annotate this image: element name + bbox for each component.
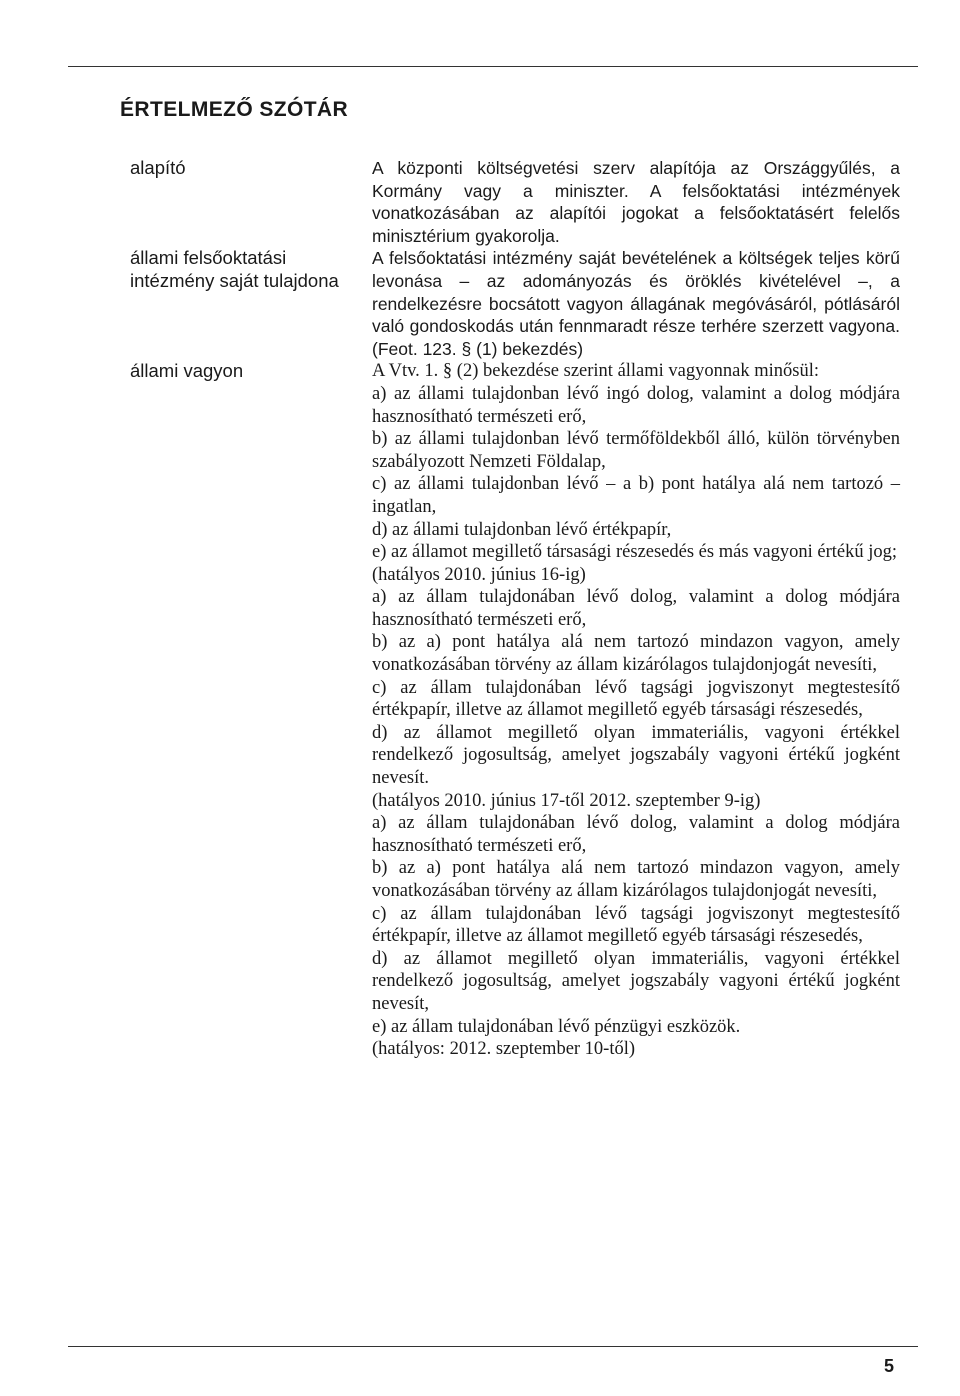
definition-list-item: b) az a) pont hatálya alá nem tartozó mindazon vagyon, amely vonatkozásában törvény az állam kizárólagos tulajdonjogát nevesíti, bbox=[372, 858, 900, 901]
glossary-entry bbox=[130, 247, 900, 360]
definition-list-item: d) az állami tulajdonban lévő értékpapír, bbox=[372, 519, 672, 540]
glossary-term: állami vagyon bbox=[130, 360, 244, 382]
definition-list-item: a) az állam tulajdonában lévő dolog, valamint a dolog módjára hasznosítható természeti erő, bbox=[372, 587, 900, 630]
definition-list-item: c) az állami tulajdonban lévő – a b) pont hatálya alá nem tartozó – ingatlan, bbox=[372, 474, 900, 517]
definition-list-item: c) az állam tulajdonában lévő tagsági jogviszonyt megtestesítő értékpapír, illetve az államot megillető egyéb társasági részesedés, bbox=[372, 677, 900, 721]
definition-list-item: d) az államot megillető olyan immateriális, vagyoni értékkel rendelkező jogosultság, amelyet jogszabály vagyoni értékű jogként nevesít, bbox=[372, 948, 900, 1014]
glossary-definition bbox=[372, 360, 900, 1060]
definition-list-item: b) az állami tulajdonban lévő termőföldekből álló, külön törvényben szabályozott Nemzeti Földalap, bbox=[372, 429, 900, 472]
definition-intro: A Vtv. 1. § (2) bekezdése szerint állami vagyonnak minősül: bbox=[372, 361, 819, 382]
glossary-entry bbox=[130, 360, 900, 1060]
definition-list-item: c) az állam tulajdonában lévő tagsági jogviszonyt megtestesítő értékpapír, illetve az államot megillető egyéb társasági részesedés, bbox=[372, 903, 900, 947]
definition-list-item: a) az állam tulajdonában lévő dolog, valamint a dolog módjára hasznosítható természeti erő, bbox=[372, 813, 900, 856]
validity-note: (hatályos 2010. június 17-től 2012. szeptember 9-ig) bbox=[372, 790, 761, 811]
footer-rule bbox=[68, 1346, 918, 1347]
page-number: 5 bbox=[883, 1356, 894, 1376]
glossary-entry bbox=[130, 157, 900, 247]
glossary bbox=[130, 157, 900, 1061]
definition-list-item: d) az államot megillető olyan immateriális, vagyoni értékkel rendelkező jogosultság, amelyet jogszabály vagyoni értékű jogként nevesít. bbox=[372, 722, 900, 789]
definition-text: A felsőoktatási intézmény saját bevételének a költségek teljes körű levonása – az adományozás és öröklés kivételével –, a rendelkezésre bocsátott vagyon állagának megóvásáról, pótlásáról való gondoskodás után fennmaradt része terhére szerzett vagyona. (Feot. 123. § (1) bekezdés) bbox=[372, 248, 900, 359]
definition-text: A központi költségvetési szerv alapítója az Országgyűlés, a Kormány vagy a miniszter. A felsőoktatási intézmények vonatkozásában az alapítói jogokat a felsőoktatásért felelős minisztérium gyakorolja. bbox=[372, 158, 900, 246]
page-title: ÉRTELMEZŐ SZÓTÁR bbox=[120, 98, 349, 121]
definition-list-item: e) az állam tulajdonában lévő pénzügyi eszközök. bbox=[372, 1016, 741, 1037]
header-rule bbox=[68, 66, 918, 67]
definition-list-item: a) az állami tulajdonban lévő ingó dolog, valamint a dolog módjára hasznosítható természeti erő, bbox=[372, 383, 900, 427]
validity-note: (hatályos 2010. június 16-ig) bbox=[372, 564, 586, 585]
definition-list-item: e) az államot megillető társasági részesedés és más vagyoni értékű jog; bbox=[372, 542, 898, 563]
glossary-term: állami felsőoktatási intézmény saját tulajdona bbox=[130, 247, 339, 291]
glossary-definition bbox=[372, 247, 900, 360]
glossary-term: alapító bbox=[130, 157, 186, 178]
glossary-definition bbox=[372, 157, 900, 247]
definition-list-item: b) az a) pont hatálya alá nem tartozó mindazon vagyon, amely vonatkozásában törvény az állam kizárólagos tulajdonjogát nevesíti, bbox=[372, 632, 900, 676]
validity-note: (hatályos: 2012. szeptember 10-től) bbox=[372, 1039, 636, 1060]
